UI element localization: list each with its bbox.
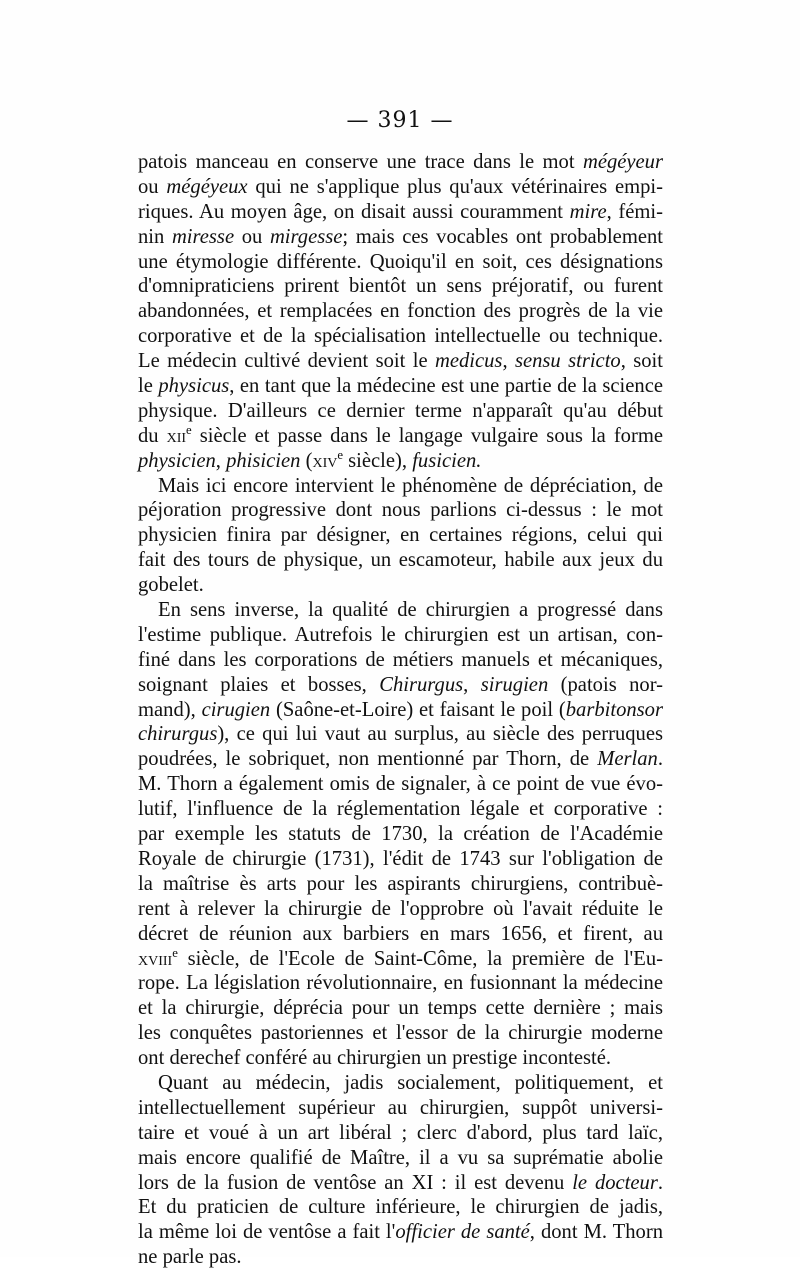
italic-term: miresse	[171, 225, 235, 248]
text-line	[138, 399, 663, 424]
text-line	[138, 922, 663, 947]
text-line	[138, 274, 663, 299]
text-line	[138, 1171, 663, 1196]
text-run: poudrées, le sobriquet, non mentionné par Thorn, de	[138, 748, 598, 771]
text-run: ont derechef conféré au chirurgien un prestige incontesté.	[138, 1047, 612, 1070]
text-run: .	[657, 748, 663, 771]
text-run: .	[657, 1171, 664, 1194]
italic-term: chirurgus	[138, 723, 218, 746]
text-run: une étymologie différente. Quoiqu'il en soit, ces désignations	[138, 250, 663, 273]
text-run: ; mais ces vocables ont probablement	[342, 225, 663, 248]
text-line	[138, 449, 663, 474]
italic-term: physicien	[138, 449, 216, 472]
text-run: Royale de chirurgie (1731), l'édit de 1743 sur l'obligation de	[138, 847, 663, 870]
body-text	[138, 150, 663, 1270]
text-line	[138, 548, 663, 573]
text-run: rope. La législation révolutionnaire, en fusionnant la médecine	[138, 972, 663, 995]
text-line	[138, 250, 663, 275]
text-line	[138, 1146, 663, 1171]
text-line	[138, 324, 663, 349]
text-line	[138, 872, 663, 897]
text-run: soignant plaies et bosses,	[138, 673, 380, 696]
text-run: xviii	[138, 947, 173, 970]
italic-term: Merlan	[597, 748, 658, 771]
text-run: M. Thorn a également omis de signaler, à ce point de vue évo-	[138, 773, 663, 796]
text-run: par exemple les statuts de 1730, la création de l'Académie	[138, 823, 663, 846]
italic-term: sirugien	[480, 673, 549, 696]
text-line	[138, 175, 663, 200]
text-line	[138, 1046, 663, 1071]
text-line	[138, 150, 663, 175]
text-run: et la chirurgie, déprécia pour un temps cette dernière ; mais	[138, 997, 663, 1020]
italic-term: phisicien	[226, 449, 301, 472]
text-run: Le médecin cultivé devient soit le	[138, 350, 435, 373]
italic-term: barbitonsor	[565, 698, 663, 721]
text-run: lutif, l'influence de la réglementation légale et corporative :	[138, 798, 663, 821]
text-run: ,	[502, 350, 515, 373]
italic-term: mégéyeux	[166, 175, 248, 198]
text-run: physicien finira par désigner, en certaines régions, celui qui	[138, 524, 663, 547]
text-run: (	[300, 449, 313, 472]
text-line	[138, 897, 663, 922]
text-run: nin	[138, 225, 172, 248]
text-run: patois manceau en conserve une trace dans le mot	[138, 151, 583, 173]
text-run: , fémi-	[606, 200, 663, 223]
text-run: ou	[138, 175, 167, 198]
text-run: taire et voué à un art libéral ; clerc d'abord, plus tard laïc,	[138, 1121, 663, 1144]
text-line	[138, 598, 663, 623]
text-line	[138, 498, 663, 523]
text-line	[138, 200, 663, 225]
text-run: décret de réunion aux barbiers en mars 1656, et firent, au	[138, 922, 663, 945]
text-run: Quant au médecin, jadis socialement, politiquement, et	[158, 1071, 663, 1094]
text-run: fait des tours de physique, un escamoteur, habile aux jeux du	[138, 549, 663, 572]
text-run: intellectuellement supérieur au chirurgien, suppôt universi-	[138, 1096, 663, 1119]
text-run: Mais ici encore intervient le phénomène de dépréciation, de	[158, 474, 663, 497]
italic-term: officier de santé	[395, 1221, 530, 1244]
text-run: du	[138, 424, 167, 447]
text-run: xiv	[312, 449, 338, 472]
text-line	[138, 474, 663, 499]
text-run: le	[138, 375, 159, 398]
text-run: l'estime publique. Autrefois le chirurgien est un artisan, con-	[138, 623, 663, 646]
text-line	[138, 1245, 663, 1270]
text-run: mais encore qualifié de Maître, il a vu sa suprématie abolie	[138, 1146, 663, 1169]
text-run: riques. Au moyen âge, on disait aussi couramment	[138, 200, 570, 223]
text-run: siècle),	[343, 449, 413, 472]
text-line	[138, 673, 663, 698]
text-run: corporative et de la spécialisation intellectuelle ou technique.	[138, 325, 663, 348]
italic-term: physicus	[158, 375, 230, 398]
text-line	[138, 349, 663, 374]
text-run: siècle, de l'Ecole de Saint-Côme, la première de l'Eu-	[177, 947, 663, 970]
text-line	[138, 971, 663, 996]
text-run: ou	[234, 225, 270, 248]
italic-term: mirgesse	[269, 225, 343, 248]
italic-term: sensu stricto	[514, 350, 621, 373]
italic-term: medicus	[434, 350, 503, 373]
text-line	[138, 722, 663, 747]
italic-term: fusicien.	[412, 449, 482, 472]
text-line	[138, 374, 663, 399]
text-line	[138, 747, 663, 772]
text-run: e	[172, 945, 178, 960]
text-line	[138, 847, 663, 872]
text-run: d'omnipraticiens prirent bientôt un sens préjoratif, ou furent	[138, 275, 663, 298]
text-line	[138, 648, 663, 673]
text-run: (patois nor-	[548, 673, 664, 696]
text-line	[138, 1121, 663, 1146]
text-run: gobelet.	[138, 574, 204, 597]
text-run: péjoration progressive dont nous parlions ci-dessus : le mot	[138, 499, 663, 522]
text-line	[138, 299, 663, 324]
text-line	[138, 996, 663, 1021]
text-line	[138, 698, 663, 723]
text-line	[138, 1195, 663, 1220]
text-run: les conquêtes pastoriennes et l'essor de la chirurgie moderne	[138, 1022, 663, 1045]
text-line	[138, 424, 663, 449]
text-run: la maîtrise ès arts pour les aspirants chirurgiens, contribuè-	[138, 872, 663, 895]
italic-term: mégéyeur	[582, 151, 663, 173]
text-run: finé dans les corporations de métiers manuels et mécaniques,	[138, 648, 663, 671]
text-line	[138, 573, 663, 598]
text-run: (Saône-et-Loire) et faisant le poil (	[270, 698, 566, 721]
italic-term: cirugien	[201, 698, 271, 721]
text-run: physique. D'ailleurs ce dernier terme n'apparaît qu'au début	[138, 399, 663, 422]
text-line	[138, 225, 663, 250]
text-run: , dont M. Thorn	[529, 1221, 664, 1244]
text-run: ,	[215, 449, 227, 472]
text-run: lors de la fusion de ventôse an XI : il est devenu	[138, 1171, 573, 1194]
text-run: , soit	[620, 350, 663, 373]
text-run: Et du praticien de culture inférieure, le chirurgien de jadis,	[138, 1196, 663, 1219]
text-run: siècle et passe dans le langage vulgaire sous la forme	[191, 424, 663, 447]
text-line	[138, 623, 663, 648]
text-line	[138, 822, 663, 847]
text-run: ne parle pas.	[138, 1246, 242, 1269]
text-line	[138, 523, 663, 548]
text-run: e	[186, 422, 192, 437]
text-run: la même loi de ventôse a fait l'	[138, 1221, 396, 1244]
text-line	[138, 1096, 663, 1121]
italic-term: le docteur	[572, 1171, 658, 1194]
text-run: qui ne s'applique plus qu'aux vétérinaires empi-	[247, 175, 663, 198]
text-run: e	[337, 447, 344, 462]
text-line	[138, 1071, 663, 1096]
text-run: mand),	[138, 698, 202, 721]
text-line	[138, 1220, 663, 1245]
italic-term: Chirurgus	[379, 673, 464, 696]
text-run: , en tant que la médecine est une partie de la science	[229, 375, 663, 398]
text-run: abandonnées, et remplacées en fonction des progrès de la vie	[138, 300, 663, 323]
text-run: xii	[166, 424, 187, 447]
page-number: — 391 —	[346, 108, 454, 133]
text-line	[138, 797, 663, 822]
text-line	[138, 772, 663, 797]
text-run: En sens inverse, la qualité de chirurgien a progressé dans	[158, 599, 663, 622]
text-run: ), ce qui lui vaut au surplus, au siècle des perruques	[217, 723, 663, 746]
text-line	[138, 947, 663, 972]
text-run: ,	[463, 673, 481, 696]
italic-term: mire	[569, 200, 607, 223]
text-run: rent à relever la chirurgie de l'opprobre où l'avait réduite le	[138, 897, 663, 920]
text-line	[138, 1021, 663, 1046]
